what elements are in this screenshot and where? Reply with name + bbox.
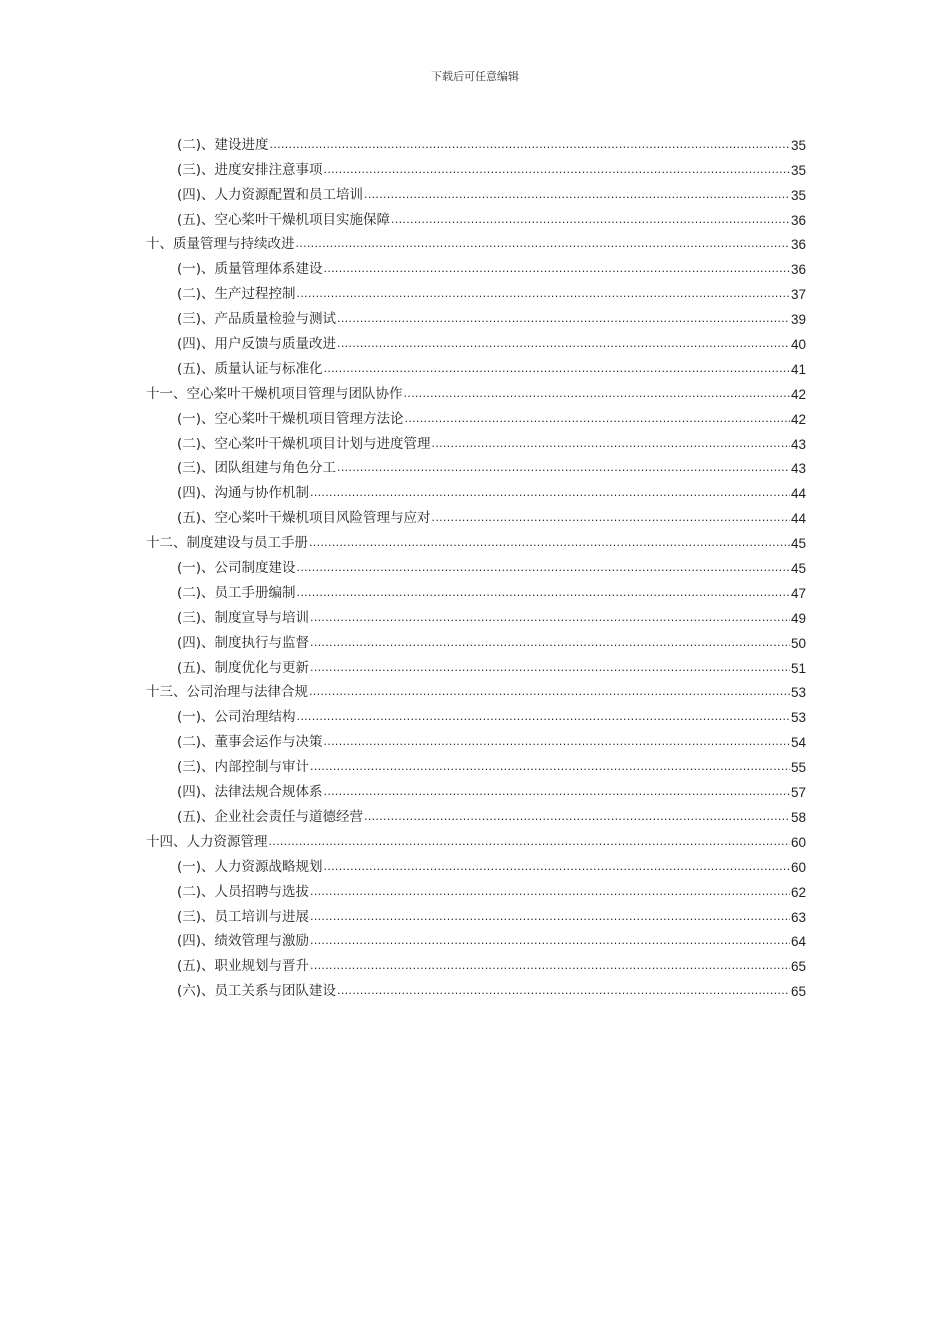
toc-entry-title: (二)、员工手册编制	[177, 584, 296, 601]
toc-page-number: 41	[790, 361, 806, 377]
toc-dot-leader	[324, 162, 790, 178]
toc-dot-leader	[310, 660, 790, 676]
toc-page-number: 35	[790, 162, 806, 178]
toc-entry[interactable]	[146, 476, 806, 501]
toc-page-number: 64	[790, 934, 806, 950]
toc-dot-leader	[297, 709, 790, 725]
toc-entry-title: (二)、人员招聘与选拔	[177, 883, 310, 900]
toc-entry-title: 十三、公司治理与法律合规	[146, 684, 308, 701]
toc-page-number: 36	[790, 237, 806, 253]
toc-entry-title: (四)、法律法规合规体系	[177, 784, 323, 801]
toc-entry[interactable]	[146, 626, 806, 651]
toc-entry[interactable]	[146, 949, 806, 974]
toc-page-number: 36	[790, 262, 806, 278]
toc-dot-leader	[309, 684, 790, 700]
toc-entry-title: (五)、空心桨叶干燥机项目实施保障	[177, 211, 391, 228]
toc-entry[interactable]	[146, 875, 806, 900]
toc-page-number: 44	[790, 486, 806, 502]
toc-entry-title: 十二、制度建设与员工手册	[146, 535, 308, 552]
toc-entry[interactable]	[146, 128, 806, 153]
toc-page-number: 37	[790, 287, 806, 303]
toc-dot-leader	[269, 834, 790, 850]
toc-page-number: 60	[790, 859, 806, 875]
toc-dot-leader	[310, 635, 790, 651]
toc-dot-leader	[324, 361, 790, 377]
toc-dot-leader	[310, 933, 790, 949]
toc-dot-leader	[337, 311, 790, 327]
toc-entry[interactable]	[146, 501, 806, 526]
toc-entry-title: (五)、职业规划与晋升	[177, 958, 310, 975]
toc-entry[interactable]	[146, 153, 806, 178]
toc-page-number: 53	[790, 710, 806, 726]
toc-page-number: 65	[790, 959, 806, 975]
toc-dot-leader	[337, 983, 790, 999]
toc-entry[interactable]	[146, 850, 806, 875]
toc-dot-leader	[310, 759, 790, 775]
toc-entry-title: (二)、董事会运作与决策	[177, 734, 323, 751]
toc-dot-leader	[310, 884, 790, 900]
toc-entry-title: (一)、质量管理体系建设	[177, 261, 323, 278]
toc-page-number: 43	[790, 436, 806, 452]
toc-entry[interactable]	[146, 228, 806, 253]
toc-dot-leader	[324, 859, 790, 875]
toc-entry[interactable]	[146, 526, 806, 551]
toc-entry[interactable]	[146, 203, 806, 228]
toc-entry[interactable]	[146, 775, 806, 800]
toc-dot-leader	[270, 137, 790, 153]
toc-entry[interactable]	[146, 427, 806, 452]
toc-dot-leader	[297, 585, 790, 601]
toc-page-number: 55	[790, 760, 806, 776]
toc-entry-title: (六)、员工关系与团队建设	[177, 983, 337, 1000]
toc-page-number: 63	[790, 909, 806, 925]
toc-entry-title: (四)、人力资源配置和员工培训	[177, 186, 364, 203]
toc-entry-title: (三)、产品质量检验与测试	[177, 311, 337, 328]
toc-entry-title: (一)、公司治理结构	[177, 709, 296, 726]
toc-entry-title: (三)、制度宣导与培训	[177, 609, 310, 626]
toc-dot-leader	[324, 784, 790, 800]
toc-page-number: 65	[790, 984, 806, 1000]
toc-dot-leader	[405, 411, 790, 427]
toc-entry[interactable]	[146, 676, 806, 701]
toc-page-number: 47	[790, 585, 806, 601]
toc-dot-leader	[391, 212, 790, 228]
page-header: 下载后可任意编辑	[431, 70, 519, 83]
toc-entry-title: (四)、沟通与协作机制	[177, 485, 310, 502]
toc-entry[interactable]	[146, 800, 806, 825]
toc-entry-title: (四)、制度执行与监督	[177, 634, 310, 651]
toc-entry[interactable]	[146, 302, 806, 327]
toc-dot-leader	[310, 909, 790, 925]
toc-entry-title: (三)、员工培训与进展	[177, 908, 310, 925]
toc-entry-title: (二)、空心桨叶干燥机项目计划与进度管理	[177, 435, 431, 452]
toc-page-number: 45	[790, 561, 806, 577]
toc-dot-leader	[324, 734, 790, 750]
toc-entry[interactable]	[146, 551, 806, 576]
toc-page-number: 40	[790, 337, 806, 353]
table-of-contents	[146, 128, 806, 999]
toc-entry[interactable]	[146, 178, 806, 203]
toc-dot-leader	[297, 286, 790, 302]
toc-entry-title: (五)、企业社会责任与道德经营	[177, 808, 364, 825]
toc-entry[interactable]	[146, 277, 806, 302]
toc-dot-leader	[310, 610, 790, 626]
toc-page-number: 44	[790, 511, 806, 527]
toc-page-number: 58	[790, 809, 806, 825]
toc-dot-leader	[337, 336, 790, 352]
toc-entry-title: (四)、用户反馈与质量改进	[177, 336, 337, 353]
toc-entry-title: 十、质量管理与持续改进	[146, 236, 295, 253]
toc-entry[interactable]	[146, 601, 806, 626]
toc-entry[interactable]	[146, 377, 806, 402]
toc-page-number: 42	[790, 386, 806, 402]
toc-entry-title: (五)、质量认证与标准化	[177, 360, 323, 377]
toc-entry-title: (二)、生产过程控制	[177, 286, 296, 303]
toc-dot-leader	[296, 236, 790, 252]
toc-page-number: 45	[790, 536, 806, 552]
toc-dot-leader	[324, 261, 790, 277]
toc-entry[interactable]	[146, 750, 806, 775]
toc-page-number: 49	[790, 610, 806, 626]
toc-page-number: 43	[790, 461, 806, 477]
toc-entry-title: 十一、空心桨叶干燥机项目管理与团队协作	[146, 385, 403, 402]
toc-entry[interactable]	[146, 700, 806, 725]
toc-page-number: 35	[790, 187, 806, 203]
toc-dot-leader	[432, 510, 790, 526]
toc-entry[interactable]	[146, 974, 806, 999]
toc-dot-leader	[432, 436, 790, 452]
toc-dot-leader	[364, 187, 790, 203]
toc-page-number: 53	[790, 685, 806, 701]
toc-page-number: 36	[790, 212, 806, 228]
toc-page-number: 62	[790, 884, 806, 900]
toc-page-number: 50	[790, 635, 806, 651]
toc-entry-title: 十四、人力资源管理	[146, 833, 268, 850]
toc-entry[interactable]	[146, 900, 806, 925]
toc-dot-leader	[310, 958, 790, 974]
toc-entry[interactable]	[146, 352, 806, 377]
toc-entry[interactable]	[146, 452, 806, 477]
toc-page-number: 54	[790, 735, 806, 751]
toc-entry-title: (三)、团队组建与角色分工	[177, 460, 337, 477]
toc-dot-leader	[310, 485, 790, 501]
toc-entry-title: (一)、公司制度建设	[177, 560, 296, 577]
toc-dot-leader	[297, 560, 790, 576]
toc-page-number: 57	[790, 785, 806, 801]
toc-dot-leader	[404, 386, 790, 402]
toc-entry-title: (一)、人力资源战略规划	[177, 858, 323, 875]
toc-entry[interactable]	[146, 725, 806, 750]
toc-entry-title: (五)、空心桨叶干燥机项目风险管理与应对	[177, 510, 431, 527]
toc-dot-leader	[309, 535, 790, 551]
toc-page-number: 35	[790, 137, 806, 153]
toc-page-number: 60	[790, 834, 806, 850]
toc-entry[interactable]	[146, 651, 806, 676]
toc-entry[interactable]	[146, 402, 806, 427]
toc-page-number: 51	[790, 660, 806, 676]
toc-page-number: 39	[790, 312, 806, 328]
toc-entry-title: (二)、建设进度	[177, 136, 269, 153]
toc-dot-leader	[337, 460, 790, 476]
toc-entry[interactable]	[146, 576, 806, 601]
toc-entry[interactable]	[146, 252, 806, 277]
toc-entry[interactable]	[146, 925, 806, 950]
toc-entry-title: (三)、内部控制与审计	[177, 759, 310, 776]
toc-entry[interactable]	[146, 327, 806, 352]
toc-dot-leader	[364, 809, 790, 825]
toc-entry[interactable]	[146, 825, 806, 850]
toc-entry-title: (一)、空心桨叶干燥机项目管理方法论	[177, 410, 404, 427]
toc-entry-title: (三)、进度安排注意事项	[177, 161, 323, 178]
toc-entry-title: (四)、绩效管理与激励	[177, 933, 310, 950]
toc-entry-title: (五)、制度优化与更新	[177, 659, 310, 676]
toc-page-number: 42	[790, 411, 806, 427]
